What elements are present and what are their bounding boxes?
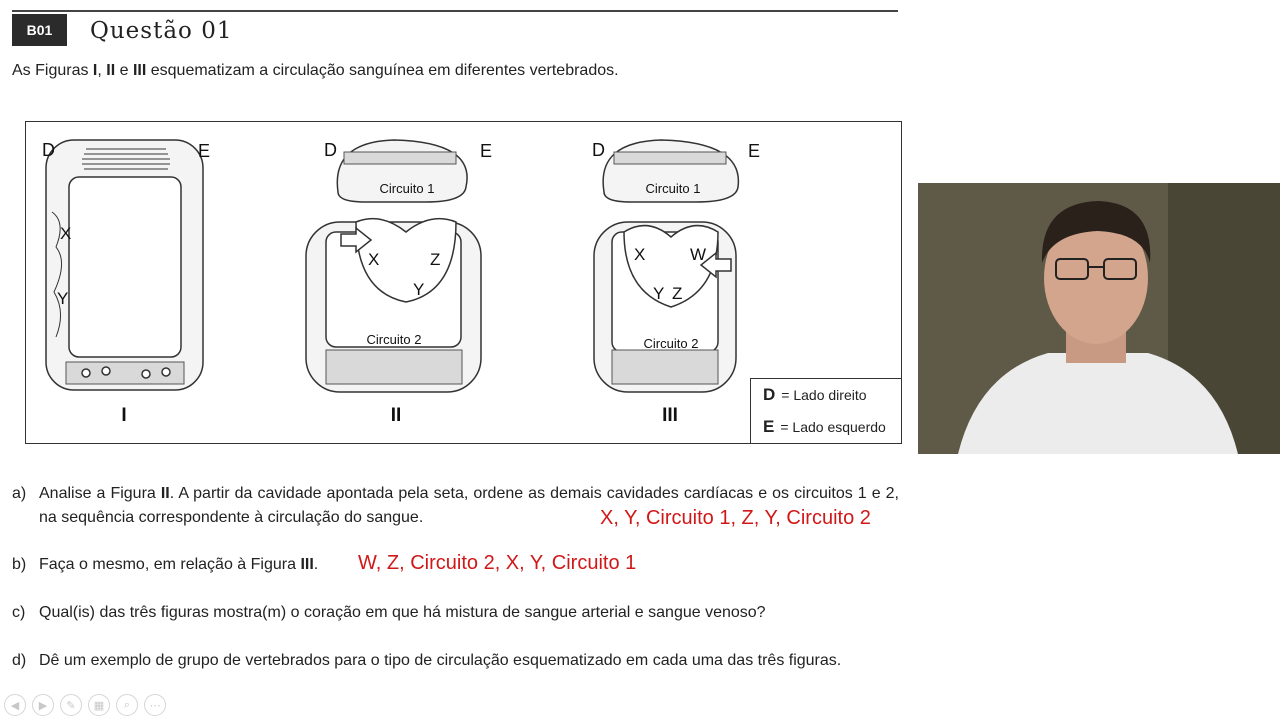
legend-row-left — [763, 417, 886, 437]
body-capillaries — [66, 362, 184, 384]
fig1-side-d: D — [42, 140, 55, 160]
fig2-chamber-y: Y — [413, 280, 425, 299]
fig2-side-d: D — [324, 140, 337, 160]
more-icon[interactable]: ⋯ — [144, 694, 166, 716]
question-d-label: d) — [12, 652, 27, 669]
question-d-text: Dê um exemplo de grupo de vertebrados para o tipo de circulação esquematizado em cada uma das três figuras. — [39, 652, 842, 669]
header-rule — [12, 10, 898, 12]
question-badge: B01 — [12, 14, 67, 46]
fig1-side-e: E — [198, 141, 211, 161]
fig3-side-e: E — [748, 141, 761, 161]
fig2-side-e: E — [480, 141, 493, 161]
question-a-post: . A partir da cavidade apontada pela seta, ordene as demais cavidades cardíacas e os circuitos 1 e 2, na sequência correspondente à circulação do sangue. — [39, 485, 900, 526]
answer-a: X, Y, Circuito 1, Z, Y, Circuito 2 — [600, 507, 871, 529]
fig2-circuit-1: Circuito 1 — [379, 181, 435, 196]
fig3-circuit-2: Circuito 2 — [643, 336, 699, 351]
fig3-chamber-x: X — [634, 245, 646, 264]
question-a-bold: II — [160, 485, 170, 502]
fig3-chamber-y: Y — [653, 284, 665, 303]
question-a-label: a) — [12, 485, 27, 502]
intro-sep1: , — [97, 62, 107, 79]
figure-ii-numeral: II — [390, 405, 402, 426]
answer-b: W, Z, Circuito 2, X, Y, Circuito 1 — [358, 552, 637, 574]
question-title: Questão 01 — [90, 18, 233, 44]
next-icon[interactable]: ▶ — [32, 694, 54, 716]
fig2-chamber-z: Z — [430, 250, 441, 269]
fig1-chamber-x: X — [60, 224, 72, 243]
legend-value-d: = Lado direito — [781, 387, 867, 403]
pen-icon[interactable]: ✎ — [60, 694, 82, 716]
intro-fig-i: I — [92, 62, 98, 79]
fig3-chamber-z: Z — [672, 284, 683, 303]
figure-i-numeral: I — [121, 405, 127, 426]
intro-pre: As Figuras — [12, 62, 93, 79]
slide-controls — [4, 694, 166, 716]
question-d — [12, 649, 902, 699]
legend-row-right — [763, 385, 867, 405]
intro-fig-iii: III — [132, 62, 147, 79]
presenter-image — [918, 183, 1280, 454]
question-c-text: Qual(is) das três figuras mostra(m) o coração em que há mistura de sangue arterial e sangue venoso? — [39, 604, 766, 621]
fig2-chamber-x: X — [368, 250, 380, 269]
figure-ii-diagram — [306, 140, 481, 392]
figure-legend — [750, 378, 902, 444]
previous-icon[interactable]: ◀ — [4, 694, 26, 716]
intro-sep2: e — [115, 62, 133, 79]
legend-key-d: D — [763, 385, 776, 404]
fig2-circuit-2: Circuito 2 — [366, 332, 422, 347]
question-b-pre: Faça o mesmo, em relação à Figura — [39, 556, 301, 573]
figure-iii-diagram — [594, 140, 738, 392]
intro-text — [12, 62, 619, 80]
question-b-label: b) — [12, 556, 27, 573]
fig1-chamber-y: Y — [57, 289, 69, 308]
presenter-webcam — [918, 183, 1280, 454]
zoom-icon[interactable]: ⌕ — [116, 694, 138, 716]
slides-icon[interactable]: ▦ — [88, 694, 110, 716]
figure-i-diagram — [46, 140, 203, 390]
intro-post: esquematizam a circulação sanguínea em diferentes vertebrados. — [146, 62, 619, 79]
question-c — [12, 601, 902, 627]
intro-fig-ii: II — [106, 62, 116, 79]
fig3-side-d: D — [592, 140, 605, 160]
figure-iii-numeral: III — [662, 405, 678, 426]
legend-value-e: = Lado esquerdo — [780, 419, 886, 435]
question-c-label: c) — [12, 604, 26, 621]
question-b-post: . — [313, 556, 319, 573]
question-b-bold: III — [300, 556, 314, 573]
fig3-chamber-w: W — [690, 245, 707, 264]
question-a-pre: Analise a Figura — [39, 485, 161, 502]
legend-key-e: E — [763, 417, 775, 436]
fig3-circuit-1: Circuito 1 — [645, 181, 701, 196]
